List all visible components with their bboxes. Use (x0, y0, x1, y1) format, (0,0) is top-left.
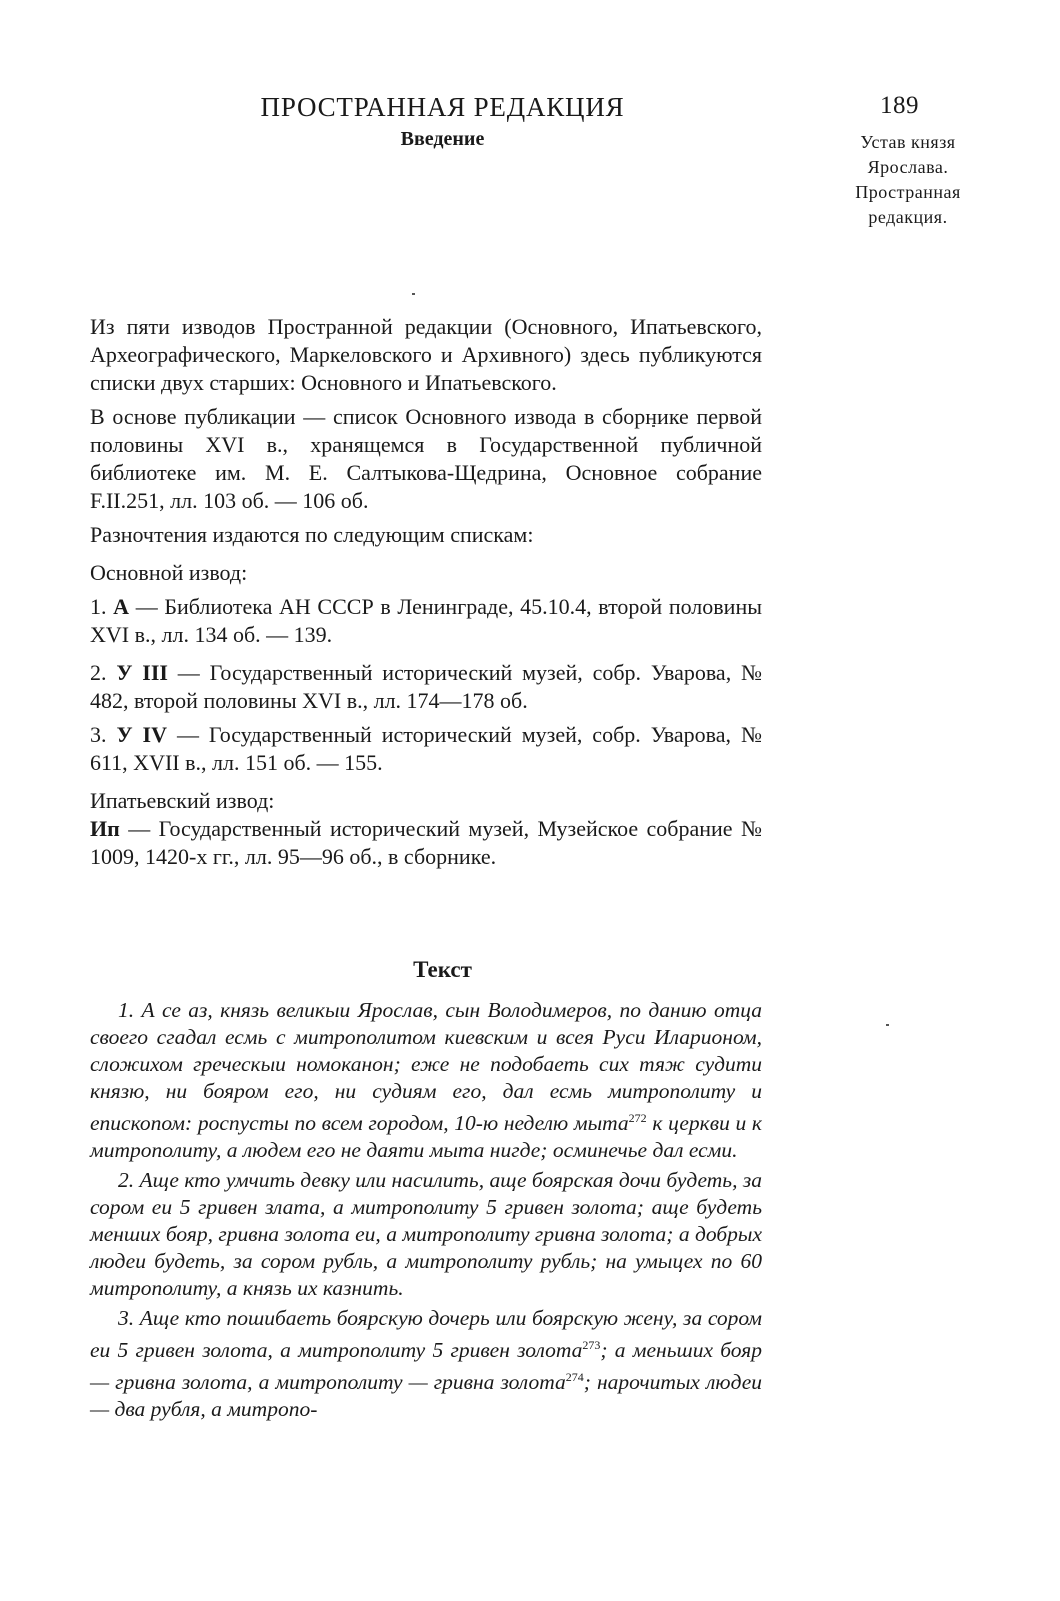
item-number: 2. (90, 660, 107, 685)
intro-paragraph: Разночтения издаются по следующим спискам: (90, 522, 534, 547)
intro-paragraph: В основе публикации — список Основного извода в сборнике первой половины XVI в., хранящемся в Государственной публичной библиотеке им. М. Е. Салтыкова-Щедрина, Основное собрание F.II.251, лл. 103 об. — 106 об. (90, 404, 762, 513)
article-text: А се аз, князь великыи Ярослав, сын Володимеров, по данию отца своего сгадал есмь с митрополитом киевским и всея Руси Иларионом, сложихом греческыи номоканон; еже не подобаеть сих тяж судити князю, ни бояром его, ни судиям его, дал есмь митрополиту и епископом: роспусты по всем городом, 10-ю неделю мыта (90, 998, 762, 1136)
manuscript-item (90, 659, 762, 715)
footnote-ref: 273 (582, 1338, 601, 1353)
article-text: Аще кто умчить девку или насилить, аще боярская дочи будеть, за сором еи 5 гривен злата, а митрополиту 5 гривен золота; аще будеть менших бояр, гривна золота еи, а митрополиту гривна золота; а добрых людеи будеть, за сором рубль, а митрополиту рубль; на умыцех по 60 митрополиту, а князь их казнить. (90, 1168, 762, 1301)
item-siglum: У IV (116, 722, 167, 747)
page-title: ПРОСТРАННАЯ РЕДАКЦИЯ (260, 92, 625, 122)
side-note-line: Ярослава. (867, 157, 949, 177)
item-siglum: А (113, 594, 130, 619)
article-number: 1. (118, 998, 135, 1022)
item-text: — Государственный исторический музей, собр. Уварова, № 611, XVII в., лл. 151 об. — 155. (90, 722, 762, 775)
article-text: Аще кто пошибаеть боярскую дочерь или боярскую жену, за сором еи 5 гривен золота, а митрополиту 5 гривен золота (90, 1306, 762, 1363)
article-text: ; а меньших бояр — гривна золота, а митрополиту — гривна золота (90, 1338, 763, 1395)
side-note-line: Пространная (855, 182, 961, 202)
manuscript-item (90, 815, 762, 871)
item-text: — Государственный исторический музей, Музейское собрание № 1009, 1420-х гг., лл. 95—96 об., в сборнике. (90, 816, 762, 869)
side-note (828, 130, 988, 230)
item-siglum: У III (116, 660, 168, 685)
item-number: 1. (90, 594, 107, 619)
item-text: — Государственный исторический музей, собр. Уварова, № 482, второй половины XVI в., лл. 174—178 об. (90, 660, 762, 713)
article-number: 2. (118, 1168, 135, 1193)
footnote-ref: 272 (628, 1111, 647, 1125)
footnote-ref: 274 (565, 1370, 584, 1385)
introduction (90, 313, 762, 871)
intro-paragraph: Из пяти изводов Пространной редакции (Основного, Ипатьевского, Археографического, Маркеловского и Архивного) здесь публикуются списки двух старших: Основного и Ипатьевского. (90, 314, 762, 395)
manuscript-item (90, 593, 762, 649)
print-speck (886, 1024, 889, 1026)
article-text: ; нарочитых людеи — два рубля, а митропо- (90, 1370, 762, 1422)
article-2 (90, 1167, 762, 1302)
article-3 (90, 1305, 762, 1423)
article-number: 3. (118, 1306, 135, 1331)
item-siglum: Ип (90, 816, 120, 841)
text-section (90, 997, 762, 1426)
article-1 (90, 997, 762, 1164)
item-text: — Библиотека АН СССР в Ленинграде, 45.10.4, второй половины XVI в., лл. 134 об. — 139. (90, 594, 763, 647)
side-note-line: Устав князя (860, 132, 956, 152)
page-number: 189 (880, 92, 919, 119)
basic-recension-label: Основной извод: (90, 560, 248, 585)
article-text: к церкви и к митрополиту, а людем его не даяти мыта нигде; осминечье дал есми. (90, 1111, 762, 1163)
ipatiev-recension-label: Ипатьевский извод: (90, 788, 275, 813)
print-speck (412, 293, 415, 295)
section-subtitle: Введение (400, 128, 485, 150)
manuscript-item (90, 721, 762, 777)
text-heading: Текст (413, 957, 472, 982)
side-note-line: редакция. (868, 207, 948, 227)
item-number: 3. (90, 722, 107, 747)
